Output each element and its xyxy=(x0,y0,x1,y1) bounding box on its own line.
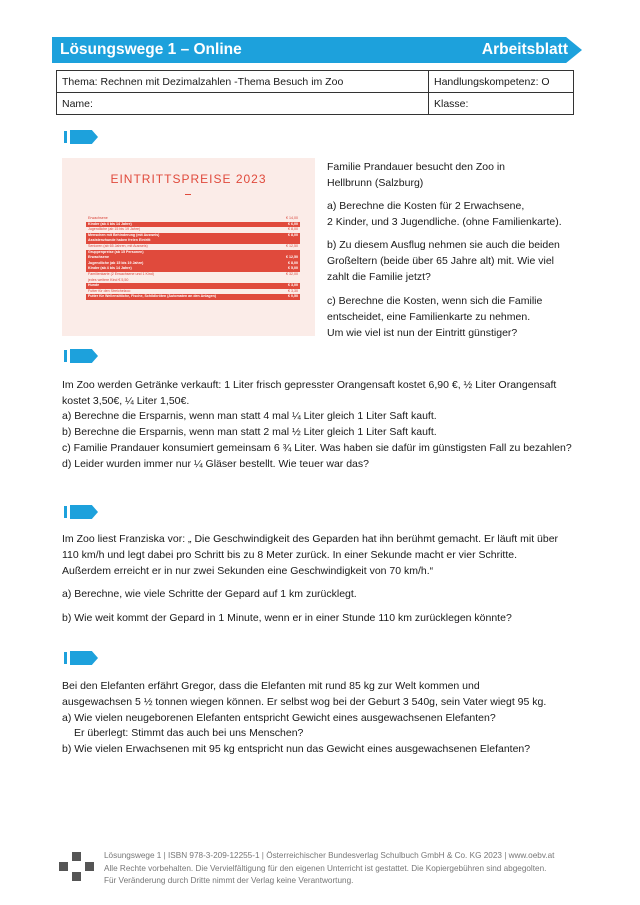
task-marker-icon xyxy=(64,130,98,144)
price-row-label: Futter für Wellensittiche, Fische, Schildkröten (Automaten an den Anlagen) xyxy=(88,294,216,299)
task3-a: a) Berechne, wie viele Schritte der Gepard auf 1 km zurücklegt. xyxy=(62,588,357,600)
price-row-label: Hunde xyxy=(88,283,100,288)
task2-a: a) Berechne die Ersparnis, wenn man statt 4 mal ¼ Liter gleich 1 Liter Saft kauft. xyxy=(62,410,437,422)
task2-intro-2: kostet 3,50€, ¼ Liter 1,50€. xyxy=(62,395,190,407)
price-row-label: Familienkarte (2 Erwachsene und 1 Kind) xyxy=(88,271,154,276)
price-rows xyxy=(86,216,300,300)
price-row-value: € 8,00 xyxy=(288,260,298,265)
footer-line-2: Alle Rechte vorbehalten. Die Vervielfältigung für den eigenen Unterricht ist gestattet. Die Kopiergebühren sind abgegolten. xyxy=(104,863,547,873)
price-row xyxy=(86,294,300,300)
price-row-label: Assistenzhunde haben freien Eintritt xyxy=(88,238,151,243)
publisher-logo-icon xyxy=(58,850,96,886)
price-row-value: € 14,00 xyxy=(286,216,298,220)
task1-b-2: Großeltern (beide über 65 Jahre alt) mit. Wie viel xyxy=(327,255,555,267)
task4-intro-1: Bei den Elefanten erfährt Gregor, dass die Elefanten mit rund 85 kg zur Welt kommen und xyxy=(62,680,480,692)
task2-b: b) Berechne die Ersparnis, wenn man statt 2 mal ½ Liter gleich 1 Liter Saft kauft. xyxy=(62,426,437,438)
price-row-label: Menschen mit Behinderung (mit Ausweis) xyxy=(88,232,160,237)
task-marker-icon xyxy=(64,651,98,665)
task1-a-1: a) Berechne die Kosten für 2 Erwachsene, xyxy=(327,200,525,212)
price-row-value: € 32,00 xyxy=(286,271,298,276)
price-row-label: Jugendliche (ab 15 bis 19 Jahre) xyxy=(88,260,144,265)
price-row-value: € 6,00 xyxy=(288,221,298,226)
price-row-label: Kinder (ab 4 bis 14 Jahre) xyxy=(88,266,132,271)
footer-line-1: Lösungswege 1 | ISBN 978-3-209-12255-1 | Österreichischer Bundesverlag Schulbuch GmbH & Co. KG 2023 | www.oebv.at xyxy=(104,851,555,860)
task-marker-icon xyxy=(64,349,98,363)
task3-intro-3: Außerdem erreicht er in nur zwei Sekunden eine Geschwindigkeit von 70 km/h.“ xyxy=(62,565,434,577)
price-row-value: € 8,00 xyxy=(288,232,298,237)
title-dash xyxy=(185,194,191,195)
price-row-label: Erwachsene xyxy=(88,255,109,260)
task1-c-2: entscheidet, eine Familienkarte zu nehmen. xyxy=(327,311,531,323)
price-row-label: Kinder (ab 4 bis 14 Jahre) xyxy=(88,221,132,226)
price-row-label: Erwachsene xyxy=(88,216,108,220)
footer-line-3: Für Veränderung durch Dritte nimmt der Verlag keine Verantwortung. xyxy=(104,876,354,886)
price-row-value: € 0,50 xyxy=(288,294,298,299)
price-row-label: jedes weitere Kind € 5,50 xyxy=(88,277,129,282)
logo-text: öbv xyxy=(68,863,86,873)
task-marker-icon xyxy=(64,505,98,519)
task1-intro-2: Hellbrunn (Salzburg) xyxy=(327,177,424,189)
header-title: Lösungswege 1 – Online xyxy=(60,41,242,58)
task3-intro-1: Im Zoo liest Franziska vor: „ Die Geschwindigkeit des Geparden hat ihn berühmt gemacht. Er läuft mit über xyxy=(62,533,559,545)
task1-intro-1: Familie Prandauer besucht den Zoo in xyxy=(327,161,506,173)
topic-cell: Thema: Rechnen mit Dezimalzahlen -Thema Besuch im Zoo xyxy=(57,71,429,93)
task1-a-2: 2 Kinder, und 3 Jugendliche. (ohne Familienkarte). xyxy=(327,216,562,228)
task4-a-2: Er überlegt: Stimmt das auch bei uns Menschen? xyxy=(74,727,304,739)
price-row-value: € 8,00 xyxy=(288,227,298,232)
task2-intro-1: Im Zoo werden Getränke verkauft: 1 Liter frisch gepresster Orangensaft kostet 6,90 €, ½ Liter Orangensaft xyxy=(62,379,557,391)
task2-d: d) Leider wurden immer nur ¼ Gläser bestellt. Wie teuer war das? xyxy=(62,458,369,470)
worksheet-label: Arbeitsblatt xyxy=(481,41,568,58)
meta-table xyxy=(56,70,574,115)
name-field[interactable]: Name: xyxy=(57,93,429,115)
class-field[interactable]: Klasse: xyxy=(429,93,574,115)
task4-a-1: a) Wie vielen neugeborenen Elefanten entspricht Gewicht eines ausgewachsenen Elefanten? xyxy=(62,712,496,724)
task1-b-3: zahlt die Familie jetzt? xyxy=(327,271,431,283)
task3-intro-2: 110 km/h und legt dabei pro Schritt bis zu 8 Meter zurück. In einer Sekunde macht er vier Schritte. xyxy=(62,549,518,561)
task3-b: b) Wie weit kommt der Gepard in 1 Minute, wenn er in einer Stunde 110 km zurücklegen könnte? xyxy=(62,612,512,624)
price-row-label: Futter für den Streichelzoo xyxy=(88,288,131,293)
price-row-value: € 3,30 xyxy=(288,288,298,293)
task1-c-1: c) Berechne die Kosten, wenn sich die Familie xyxy=(327,295,543,307)
price-row-value: € 3,00 xyxy=(288,283,298,288)
price-row-label: Senioren (ab 65 Jahren, mit Ausweis) xyxy=(88,243,148,248)
task1-b-1: b) Zu diesem Ausflug nehmen sie auch die beiden xyxy=(327,239,560,251)
price-row-value: € 12,50 xyxy=(286,255,298,260)
task1-c-3: Um wie viel ist nun der Eintritt günstiger? xyxy=(327,327,518,339)
competence-cell: Handlungskompetenz: O xyxy=(429,71,574,93)
price-row-label: Jugendliche (ab 15 bis 19 Jahre) xyxy=(88,227,141,232)
price-list-image xyxy=(62,158,315,336)
price-row-value: € 5,00 xyxy=(288,266,298,271)
price-row-label: Gruppenpreise (ab 15 Personen) xyxy=(88,249,144,254)
task4-b: b) Wie vielen Erwachsenen mit 95 kg entspricht nun das Gewicht eines ausgewachsenen Elefanten? xyxy=(62,743,531,755)
footer xyxy=(104,850,554,888)
price-row-value: € 12,50 xyxy=(286,243,298,248)
task4-intro-2: ausgewachsen 5 ½ tonnen wiegen können. Er selbst wog bei der Geburt 3 540g, sein Vater wiegt 95 kg. xyxy=(62,696,547,708)
price-list-title: EINTRITTSPREISE 2023 xyxy=(110,172,267,186)
task2-c: c) Familie Prandauer konsumiert gemeinsam 6 ¾ Liter. Was haben sie dafür im günstigsten Fall zu bezahlen? xyxy=(62,442,572,454)
